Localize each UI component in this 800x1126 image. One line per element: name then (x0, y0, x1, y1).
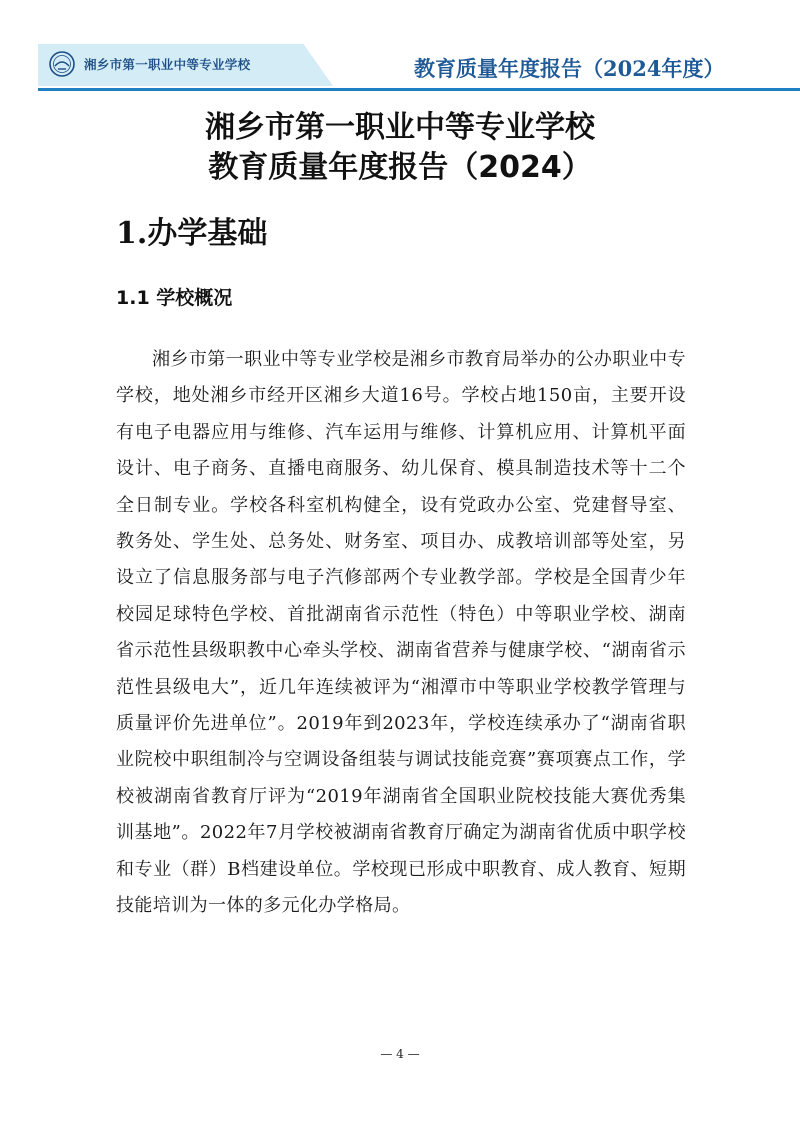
page-header (0, 0, 800, 100)
document-title-line2: 教育质量年度报告（2024） (208, 150, 592, 185)
body-paragraph: 湘乡市第一职业中等专业学校是湘乡市教育局举办的公办职业中专学校，地处湘乡市经开区湘乡大道16号。学校占地150亩，主要开设有电子电器应用与维修、汽车运用与维修、计算机应用、计算机平面设计、电子商务、直播电商服务、幼儿保育、模具制造技术等十二个全日制专业。学校各科室机构健全，设有党政办公室、党建督导室、教务处、学生处、总务处、财务室、项目办、成教培训部等处室，另设立了信息服务部与电子汽修部两个专业教学部。学校是全国青少年校园足球特色学校、首批湖南省示范性（特色）中等职业学校、湖南省示范性县级职教中心牵头学校、湖南省营养与健康学校、“湖南省示范性县级电大”，近几年连续被评为“湘潭市中等职业学校教学管理与质量评价先进单位”。2019年到2023年，学校连续承办了“湖南省职业院校中职组制冷与空调设备组装与调试技能竞赛”赛项赛点工作，学校被湖南省教育厅评为“2019年湖南省全国职业院校技能大赛优秀集训基地”。2022年7月学校被湖南省教育厅确定为湖南省优质中职学校和专业（群）B档建设单位。学校现已形成中职教育、成人教育、短期技能培训为一体的多元化办学格局。 (116, 349, 686, 917)
subsection-heading: 1.1 学校概况 (116, 287, 233, 309)
header-school-name: 湘乡市第一职业中等专业学校 (84, 57, 251, 72)
header-divider (38, 88, 800, 91)
header-report-title: 教育质量年度报告（2024年度） (414, 56, 725, 81)
page-number: — 4 — (380, 1047, 420, 1061)
school-emblem-icon (48, 50, 76, 78)
section-heading: 1.办学基础 (116, 216, 268, 251)
document-title-line1: 湘乡市第一职业中等专业学校 (205, 110, 595, 145)
